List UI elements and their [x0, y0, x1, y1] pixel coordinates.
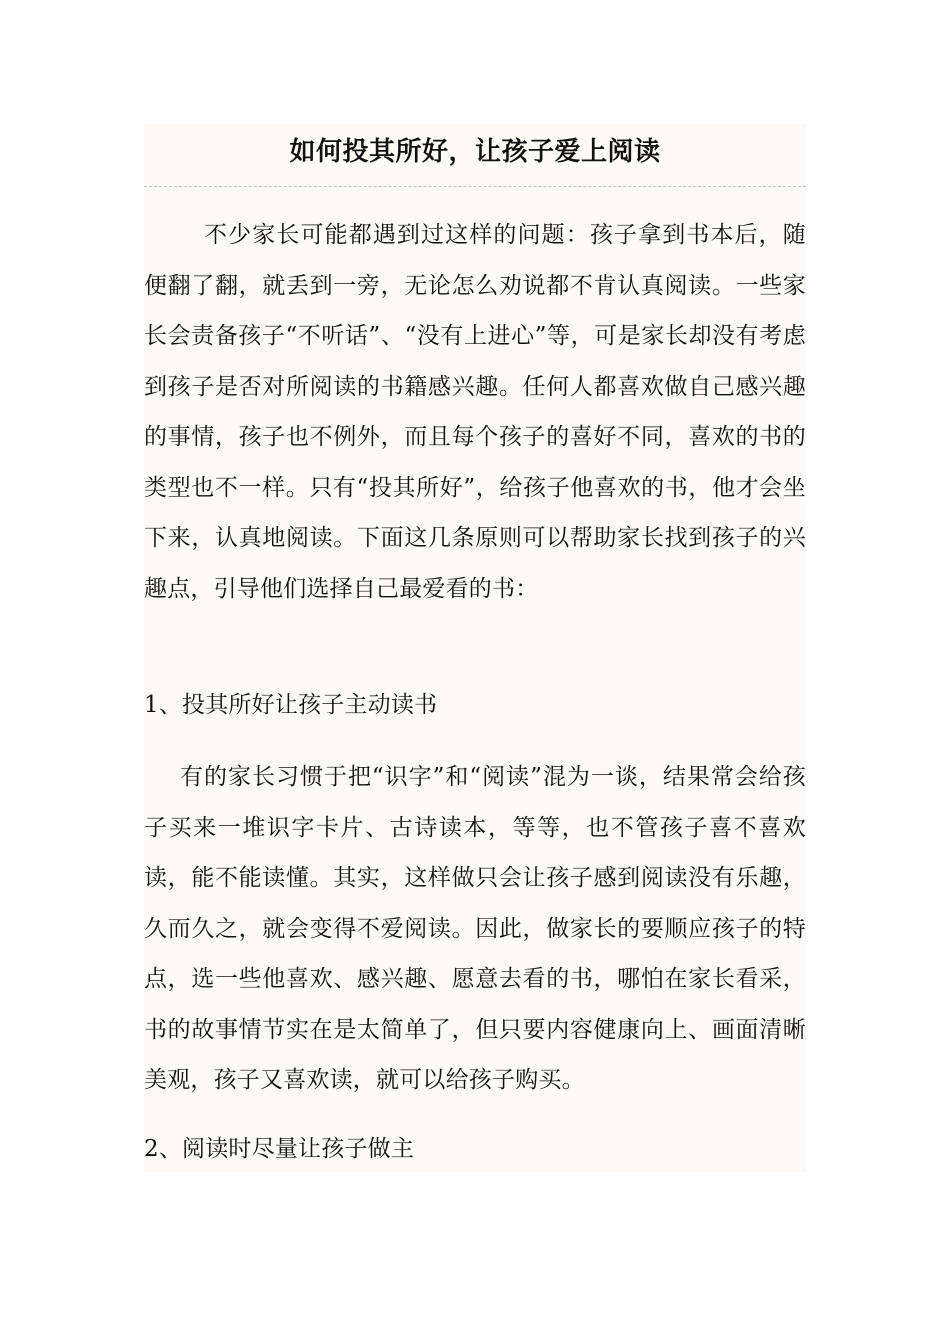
section-1-paragraph: 有的家长习惯于把“识字”和“阅读”混为一谈，结果常会给孩子买来一堆识字卡片、古诗读本，等等，也不管孩子喜不喜欢读，能不能读懂。其实，这样做只会让孩子感到阅读没有乐趣，久而久之，就会变得不爱阅读。因此，做家长的要顺应孩子的特点，选一些他喜欢、感兴趣、愿意去看的书，哪怕在家长看采，书的故事情节实在是太简单了，但只要内容健康向上、画面清晰美观，孩子又喜欢读，就可以给孩子购买。 [144, 764, 806, 1093]
article-title: 如何投其所好，让孩子爱上阅读 [289, 137, 661, 167]
section-heading-2: 2、阅读时尽量让孩子做主 [144, 1136, 415, 1162]
intro-paragraph: 不少家长可能都遇到过这样的问题：孩子拿到书本后，随便翻了翻，就丢到一旁，无论怎么劝说都不肯认真阅读。一些家长会责备孩子“不听话”、“没有上进心”等，可是家长却没有考虑到孩子是否对所阅读的书籍感兴趣。任何人都喜欢做自己感兴趣的事情，孩子也不例外，而且每个孩子的喜好不同，喜欢的书的类型也不一样。只有“投其所好”，给孩子他喜欢的书，他才会坐下来，认真地阅读。下面这几条原则可以帮助家长找到孩子的兴趣点，引导他们选择自己最爱看的书： [144, 222, 806, 602]
section-heading-1: 1、投其所好让孩子主动读书 [144, 692, 438, 718]
title-divider [144, 186, 806, 187]
article-body [144, 124, 806, 1172]
